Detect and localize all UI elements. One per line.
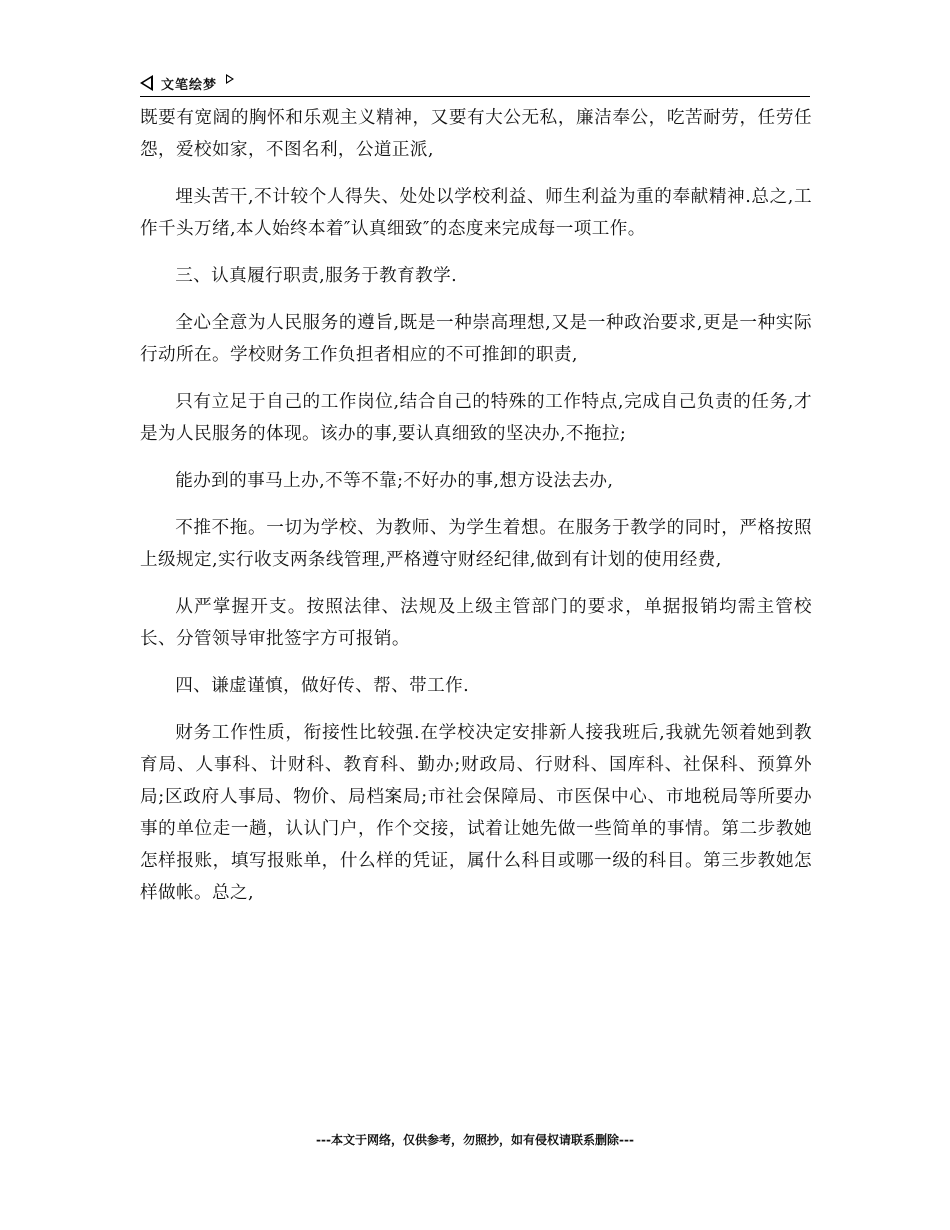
- paragraph-7: 不推不拖。一切为学校、为教师、为学生着想。在服务于教学的同时，严格按照上级规定,实行收支两条线管理,严格遵守财经纪律,做到有计划的使用经费,: [140, 518, 812, 570]
- paragraph-6: 能办到的事马上办,不等不靠;不好办的事,想方设法去办,: [175, 471, 614, 491]
- header-title: 文笔绘梦: [161, 77, 218, 93]
- paragraph-4: 全心全意为人民服务的遵旨,既是一种崇高理想,又是一种政治要求,更是一种实际行动所在。学校财务工作负担者相应的不可推卸的职责,: [140, 313, 812, 365]
- paragraph-10: 财务工作性质，衔接性比较强.在学校决定安排新人接我班后,我就先领着她到教育局、人事科、计财科、教育科、勤办;财政局、行财科、国库科、社保科、预算外局;区政府人事局、物价、局档案局;市社会保障局、市医保中心、市地税局等所要办事的单位走一趟，认认门户，作个交接，试着让她先做一些简单的事情。第二步教她怎样报账，填写报账单，什么样的凭证，属什么科目或哪一级的科目。第三步教她怎样做帐。总之,: [140, 723, 812, 903]
- paragraph-8: 从严掌握开支。按照法律、法规及上级主管部门的要求，单据报销均需主管校长、分管领导审批签字方可报销。: [140, 597, 812, 649]
- triangle-right-outline-icon: [226, 74, 234, 84]
- paragraph-2: 埋头苦干,不计较个人得失、处处以学校利益、师生利益为重的奉献精神.总之,工作千头万绪,本人始终本着″认真细致″的态度来完成每一项工作。: [140, 187, 812, 239]
- document-body: [140, 102, 812, 924]
- page-header: [140, 70, 810, 97]
- section-heading-3: 三、认真履行职责,服务于教育教学.: [175, 266, 458, 286]
- page-footer: ---本文于网络，仅供参考，勿照抄，如有侵权请联系删除---: [316, 1133, 634, 1147]
- paragraph-5: 只有立足于自己的工作岗位,结合自己的特殊的工作特点,完成自己负责的任务,才是为人民服务的体现。该办的事,要认真细致的坚决办,不拖拉;: [140, 392, 812, 444]
- section-heading-4: 四、谦虚谨慎，做好传、帮、带工作.: [175, 676, 470, 696]
- paragraph-1: 既要有宽阔的胸怀和乐观主义精神，又要有大公无私，廉洁奉公，吃苦耐劳，任劳任怨，爱校如家，不图名利，公道正派,: [140, 108, 812, 160]
- triangle-left-outline-icon: [140, 75, 153, 91]
